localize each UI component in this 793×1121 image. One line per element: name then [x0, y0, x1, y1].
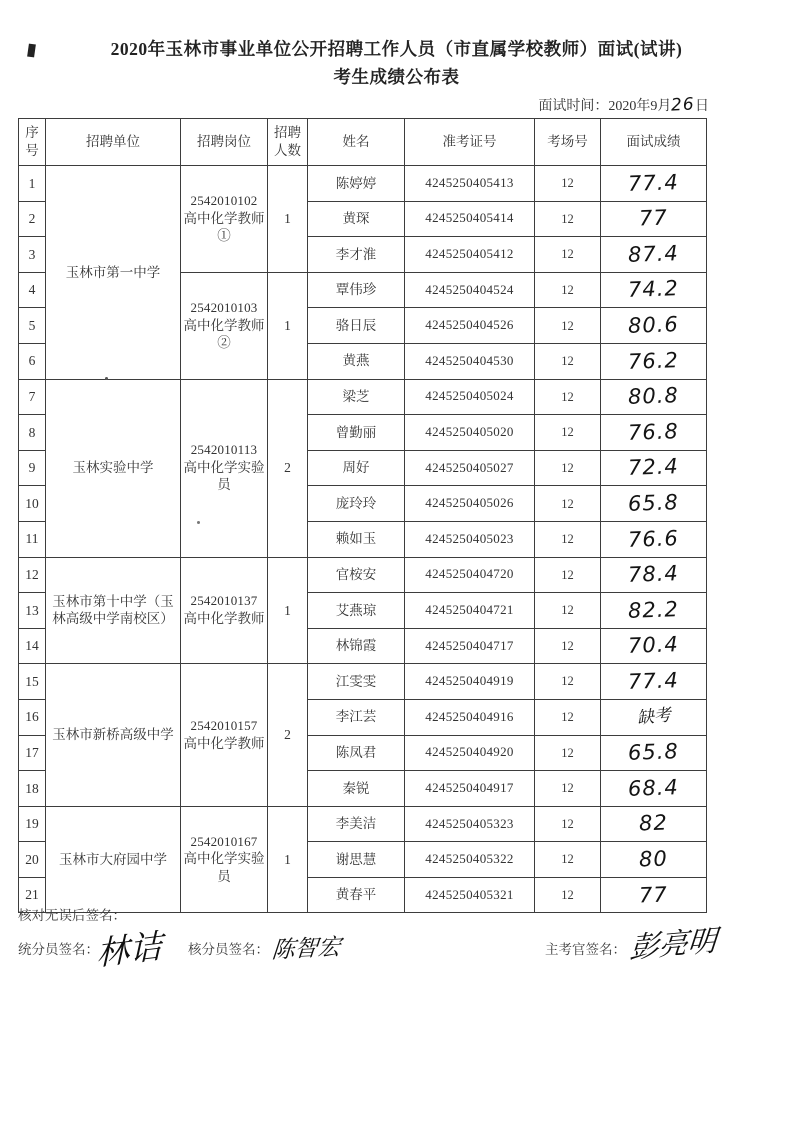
tally-signer-label: 统分员签名： [18, 942, 99, 957]
cell-candidate-name: 李才淮 [308, 237, 405, 273]
cell-headcount: 1 [268, 806, 308, 913]
cell-room-number: 12 [535, 379, 601, 415]
cell-serial: 3 [19, 237, 46, 273]
cell-interview-score [601, 593, 707, 629]
cell-candidate-name: 陈婷婷 [308, 166, 405, 202]
cell-headcount: 1 [268, 557, 308, 664]
cell-room-number: 12 [535, 521, 601, 557]
score-handwritten: 76.8 [627, 418, 680, 445]
cell-candidate-name: 谢思慧 [308, 842, 405, 878]
score-handwritten: 76.2 [627, 347, 680, 374]
cell-room-number: 12 [535, 450, 601, 486]
cell-candidate-name: 黄春平 [308, 877, 405, 913]
score-table [18, 118, 707, 913]
table-row [19, 557, 707, 593]
cell-interview-score [601, 272, 707, 308]
document-title-line1: 2020年玉林市事业单位公开招聘工作人员（市直属学校教师）面试(试讲) [110, 39, 683, 59]
cell-serial: 6 [19, 343, 46, 379]
cell-serial: 11 [19, 521, 46, 557]
cell-ticket-number: 4245250404524 [405, 272, 535, 308]
cell-interview-score [601, 237, 707, 273]
header-name: 姓名 [308, 119, 405, 166]
cell-room-number: 12 [535, 308, 601, 344]
cell-ticket-number: 4245250404530 [405, 343, 535, 379]
cell-interview-score [601, 628, 707, 664]
verify-note: 核对无误后签名： [18, 908, 126, 923]
header-score: 面试成绩 [601, 119, 707, 166]
cell-interview-score [601, 201, 707, 237]
cell-unit: 玉林市大府园中学 [46, 806, 181, 913]
scan-artifact-dot [105, 377, 108, 380]
cell-room-number: 12 [535, 735, 601, 771]
cell-candidate-name: 李江芸 [308, 699, 405, 735]
cell-ticket-number: 4245250404917 [405, 771, 535, 807]
score-handwritten: 80 [638, 846, 669, 872]
position-code: 2542010167 [190, 833, 258, 849]
cell-position [181, 272, 268, 379]
header-position: 招聘岗位 [181, 119, 268, 166]
cell-serial: 16 [19, 699, 46, 735]
position-code: 2542010157 [190, 717, 258, 733]
cell-interview-score [601, 806, 707, 842]
cell-ticket-number: 4245250405412 [405, 237, 535, 273]
cell-ticket-number: 4245250405027 [405, 450, 535, 486]
cell-headcount: 2 [268, 379, 308, 557]
cell-unit: 玉林市新桥高级中学 [46, 664, 181, 806]
score-table-header [19, 119, 707, 166]
cell-ticket-number: 4245250404720 [405, 557, 535, 593]
cell-serial: 20 [19, 842, 46, 878]
table-row [19, 379, 707, 415]
score-handwritten: 80.6 [627, 312, 680, 338]
cell-candidate-name: 黄琛 [308, 201, 405, 237]
cell-interview-score [601, 521, 707, 557]
cell-serial: 17 [19, 735, 46, 771]
cell-candidate-name: 林锦霞 [308, 628, 405, 664]
cell-candidate-name: 庞玲玲 [308, 486, 405, 522]
position-title: 高中化学教师 [183, 611, 265, 627]
cell-serial: 5 [19, 308, 46, 344]
cell-ticket-number: 4245250405026 [405, 486, 535, 522]
document-title-line2: 考生成绩公布表 [333, 67, 460, 87]
cell-ticket-number: 4245250405323 [405, 806, 535, 842]
score-handwritten: 82.2 [627, 596, 680, 623]
cell-room-number: 12 [535, 272, 601, 308]
cell-interview-score [601, 486, 707, 522]
cell-candidate-name: 曾勤丽 [308, 415, 405, 451]
cell-serial: 13 [19, 593, 46, 629]
cell-interview-score [601, 842, 707, 878]
cell-room-number: 12 [535, 877, 601, 913]
score-handwritten: 87.4 [627, 240, 680, 267]
score-handwritten: 77 [638, 205, 669, 231]
cell-position [181, 166, 268, 273]
score-handwritten: 65.8 [627, 739, 680, 766]
cell-ticket-number: 4245250405024 [405, 379, 535, 415]
position-code: 2542010113 [190, 442, 258, 458]
cell-headcount: 1 [268, 272, 308, 379]
cell-room-number: 12 [535, 593, 601, 629]
header-headcount: 招聘人数 [268, 119, 308, 166]
cell-room-number: 12 [535, 486, 601, 522]
score-handwritten: 72.4 [627, 454, 680, 481]
score-handwritten: 74.2 [627, 276, 680, 303]
cell-ticket-number: 4245250404916 [405, 699, 535, 735]
cell-headcount: 2 [268, 664, 308, 806]
header-unit: 招聘单位 [46, 119, 181, 166]
chief-signature-handwritten: 彭亮明 [628, 923, 719, 966]
cell-candidate-name: 秦锐 [308, 771, 405, 807]
position-title: 高中化学实验员 [183, 459, 265, 493]
cell-candidate-name: 周好 [308, 450, 405, 486]
cell-ticket-number: 4245250405322 [405, 842, 535, 878]
cell-room-number: 12 [535, 842, 601, 878]
cell-serial: 21 [19, 877, 46, 913]
position-code: 2542010103 [190, 299, 258, 315]
score-handwritten: 65.8 [627, 490, 680, 516]
cell-candidate-name: 覃伟珍 [308, 272, 405, 308]
cell-serial: 7 [19, 379, 46, 415]
cell-interview-score [601, 450, 707, 486]
check-signature-handwritten: 陈智宏 [270, 934, 342, 964]
score-handwritten: 70.4 [627, 632, 680, 659]
check-signer-label: 核分员签名： [188, 942, 269, 957]
tally-signature-handwritten: 林诘 [95, 925, 163, 974]
score-handwritten: 76.6 [627, 525, 680, 552]
cell-ticket-number: 4245250404526 [405, 308, 535, 344]
position-title: 高中化学教师① [183, 210, 265, 244]
score-handwritten: 80.8 [627, 383, 680, 410]
header-ticket: 准考证号 [405, 119, 535, 166]
header-row [19, 119, 707, 166]
position-title: 高中化学实验员 [183, 851, 265, 885]
cell-interview-score [601, 771, 707, 807]
cell-room-number: 12 [535, 806, 601, 842]
score-handwritten: 77 [638, 882, 669, 908]
cell-position [181, 806, 268, 913]
header-serial: 序号 [19, 119, 46, 166]
cell-candidate-name: 陈凤君 [308, 735, 405, 771]
cell-serial: 14 [19, 628, 46, 664]
cell-ticket-number: 4245250405023 [405, 521, 535, 557]
position-title: 高中化学教师 [183, 735, 265, 751]
cell-ticket-number: 4245250404920 [405, 735, 535, 771]
cell-interview-score [601, 699, 707, 735]
cell-headcount: 1 [268, 166, 308, 273]
cell-room-number: 12 [535, 628, 601, 664]
position-code: 2542010137 [190, 593, 258, 609]
chief-examiner-label: 主考官签名： [545, 942, 626, 957]
score-absent-handwritten: 缺考 [635, 705, 672, 729]
cell-ticket-number: 4245250405414 [405, 201, 535, 237]
scan-artifact-dot [197, 521, 200, 524]
cell-serial: 1 [19, 166, 46, 202]
cell-ticket-number: 4245250405413 [405, 166, 535, 202]
cell-interview-score [601, 415, 707, 451]
cell-room-number: 12 [535, 415, 601, 451]
table-row [19, 806, 707, 842]
cell-room-number: 12 [535, 557, 601, 593]
interview-time-line [538, 95, 709, 115]
cell-ticket-number: 4245250405020 [405, 415, 535, 451]
score-handwritten: 77.4 [627, 169, 680, 196]
cell-unit: 玉林实验中学 [46, 379, 181, 557]
score-handwritten: 82 [638, 810, 669, 836]
cell-room-number: 12 [535, 237, 601, 273]
cell-candidate-name: 黄燕 [308, 343, 405, 379]
cell-position [181, 379, 268, 557]
header-room: 考场号 [535, 119, 601, 166]
cell-serial: 8 [19, 415, 46, 451]
cell-room-number: 12 [535, 771, 601, 807]
cell-ticket-number: 4245250404919 [405, 664, 535, 700]
cell-room-number: 12 [535, 343, 601, 379]
position-title: 高中化学教师② [183, 317, 265, 351]
interview-day-handwritten: 26 [670, 94, 696, 116]
cell-position [181, 664, 268, 806]
cell-interview-score [601, 557, 707, 593]
cell-room-number: 12 [535, 664, 601, 700]
cell-ticket-number: 4245250405321 [405, 877, 535, 913]
cell-candidate-name: 李美洁 [308, 806, 405, 842]
cell-candidate-name: 赖如玉 [308, 521, 405, 557]
score-handwritten: 77.4 [627, 668, 680, 694]
cell-interview-score [601, 877, 707, 913]
score-handwritten: 78.4 [627, 561, 680, 588]
cell-interview-score [601, 735, 707, 771]
interview-time-prefix: 面试时间：2020年9月 [538, 99, 672, 114]
cell-room-number: 12 [535, 699, 601, 735]
cell-unit: 玉林市第一中学 [46, 166, 181, 380]
cell-candidate-name: 骆日辰 [308, 308, 405, 344]
cell-serial: 12 [19, 557, 46, 593]
cell-serial: 10 [19, 486, 46, 522]
cell-candidate-name: 官桉安 [308, 557, 405, 593]
table-row [19, 166, 707, 202]
cell-interview-score [601, 308, 707, 344]
cell-interview-score [601, 664, 707, 700]
cell-interview-score [601, 379, 707, 415]
cell-unit: 玉林市第十中学（玉林高级中学南校区） [46, 557, 181, 664]
cell-serial: 4 [19, 272, 46, 308]
cell-candidate-name: 艾燕琼 [308, 593, 405, 629]
position-code: 2542010102 [190, 192, 258, 208]
cell-serial: 15 [19, 664, 46, 700]
score-table-body [19, 166, 707, 913]
cell-serial: 19 [19, 806, 46, 842]
interview-time-suffix: 日 [695, 99, 709, 114]
cell-interview-score [601, 166, 707, 202]
cell-ticket-number: 4245250404721 [405, 593, 535, 629]
cell-room-number: 12 [535, 201, 601, 237]
cell-ticket-number: 4245250404717 [405, 628, 535, 664]
cell-candidate-name: 梁芝 [308, 379, 405, 415]
table-row [19, 664, 707, 700]
cell-serial: 2 [19, 201, 46, 237]
cell-candidate-name: 江雯雯 [308, 664, 405, 700]
cell-position [181, 557, 268, 664]
cell-room-number: 12 [535, 166, 601, 202]
cell-serial: 18 [19, 771, 46, 807]
score-handwritten: 68.4 [627, 774, 680, 801]
cell-interview-score [601, 343, 707, 379]
cell-serial: 9 [19, 450, 46, 486]
